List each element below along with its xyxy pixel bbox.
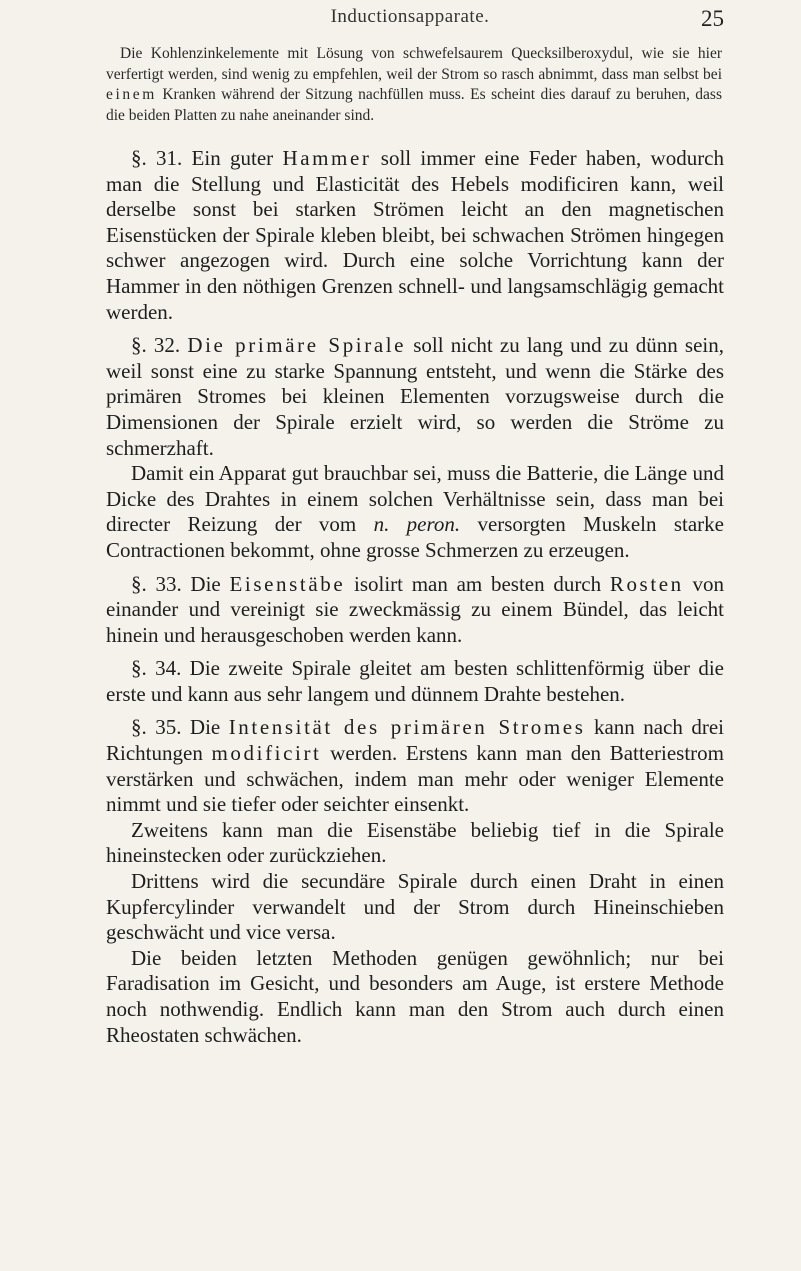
text-run: Die xyxy=(181,715,229,740)
section-number: §. 35. xyxy=(131,715,182,740)
small-print-paragraph xyxy=(106,44,722,126)
text-run: werden. Erstens kann man den Batteriestrom verstärken und schwächen, indem man mehr oder weniger Elemente nimmt und sie tiefer oder seichter einsenkt. xyxy=(106,741,724,817)
page-header xyxy=(96,6,724,36)
section-31 xyxy=(106,146,724,325)
text-run: Die zweite Spirale gleitet am besten schlittenförmig über die erste und kann aus sehr langem und dünnem Drahte bestehen. xyxy=(106,656,724,706)
section-33 xyxy=(106,572,724,649)
text-run: versorgten Muskeln starke Contractionen bekommt, ohne grosse Schmerzen zu erzeugen. xyxy=(106,512,724,562)
section-35 xyxy=(106,715,724,817)
paragraph-zweitens: Zweitens kann man die Eisenstäbe beliebig tief in die Spirale hineinstecken oder zurückziehen. xyxy=(106,817,724,868)
text-run: Kranken während der Sitzung nachfüllen muss. Es scheint dies darauf zu beruhen, dass die beiden Platten zu nahe aneinander sind. xyxy=(106,86,722,124)
running-title: Inductionsapparate. xyxy=(330,6,490,27)
section-32-continued xyxy=(106,461,724,563)
italic-term: n. peron. xyxy=(373,512,461,537)
section-34 xyxy=(106,656,724,707)
spaced-term: modificirt xyxy=(211,741,322,766)
spaced-term: Intensität des primären Stromes xyxy=(228,715,586,740)
section-number: §. 31. xyxy=(131,146,183,170)
spaced-term: Rosten xyxy=(609,571,684,596)
text-run: Damit ein Apparat gut brauchbar sei, muss die Batterie, die Länge und Dicke des Drahtes in einem solchen Verhältnisse sein, dass man bei directer Reizung der vom xyxy=(106,461,724,537)
main-text xyxy=(106,146,724,1048)
text-run: kann nach drei Richtungen xyxy=(106,715,724,766)
page-number: 25 xyxy=(701,6,724,31)
section-32 xyxy=(106,333,724,461)
section-number: §. 34. xyxy=(131,656,182,681)
text-run: soll nicht zu lang und zu dünn sein, weil sonst eine zu starke Spannung entsteht, und wenn die Stärke des primären Stromes bei kleinen Elementen vorzugsweise durch die Dimensionen der Spirale erzielt wird, so werden die Ströme zu schmerzhaft. xyxy=(106,333,724,460)
small-paragraph xyxy=(106,44,722,126)
spaced-term: Die primäre Spirale xyxy=(187,333,407,358)
text-run: soll immer eine Feder haben, wodurch man die Stellung und Elasticität des Hebels modificiren kann, weil derselbe sonst bei starken Strömen leicht an den magnetischen Eisenstücken der Spirale kleben bleibt, bei schwachen Strömen hingegen schwer angezogen wird. Durch eine solche Vorrichtung kann der Hammer in den nöthigen Grenzen schnell- und langsamschlägig gemacht werden. xyxy=(106,146,725,324)
paragraph-final: Die beiden letzten Methoden genügen gewöhnlich; nur bei Faradisation im Gesicht, und besonders am Auge, ist erstere Methode noch nothwendig. Endlich kann man den Strom auch durch einen Rheostaten schwächen. xyxy=(106,945,724,1047)
text-run: Ein guter xyxy=(182,146,283,170)
paragraph-drittens: Drittens wird die secundäre Spirale durch einen Draht in einen Kupfercylinder verwandelt und der Strom durch Hineinschieben geschwächt und vice versa. xyxy=(106,869,724,945)
section-number: §. 33. xyxy=(131,571,182,596)
text-run: Die xyxy=(181,571,230,596)
spaced-word: einem xyxy=(106,86,157,103)
text-run: isolirt man am besten durch xyxy=(345,571,610,596)
text-run: von einander und vereinigt sie zweckmässig zu einem Bündel, das leicht hinein und herausgeschoben werden kann. xyxy=(106,571,724,647)
text-run: Die Kohlenzinkelemente mit Lösung von schwefelsaurem Quecksilberoxydul, wie sie hier verfertigt werden, sind wenig zu empfehlen, weil der Strom so rasch abnimmt, dass man selbst bei xyxy=(106,45,722,83)
section-number: §. 32. xyxy=(131,333,181,358)
spaced-term: Hammer xyxy=(282,146,372,170)
spaced-term: Eisenstäbe xyxy=(229,571,346,596)
